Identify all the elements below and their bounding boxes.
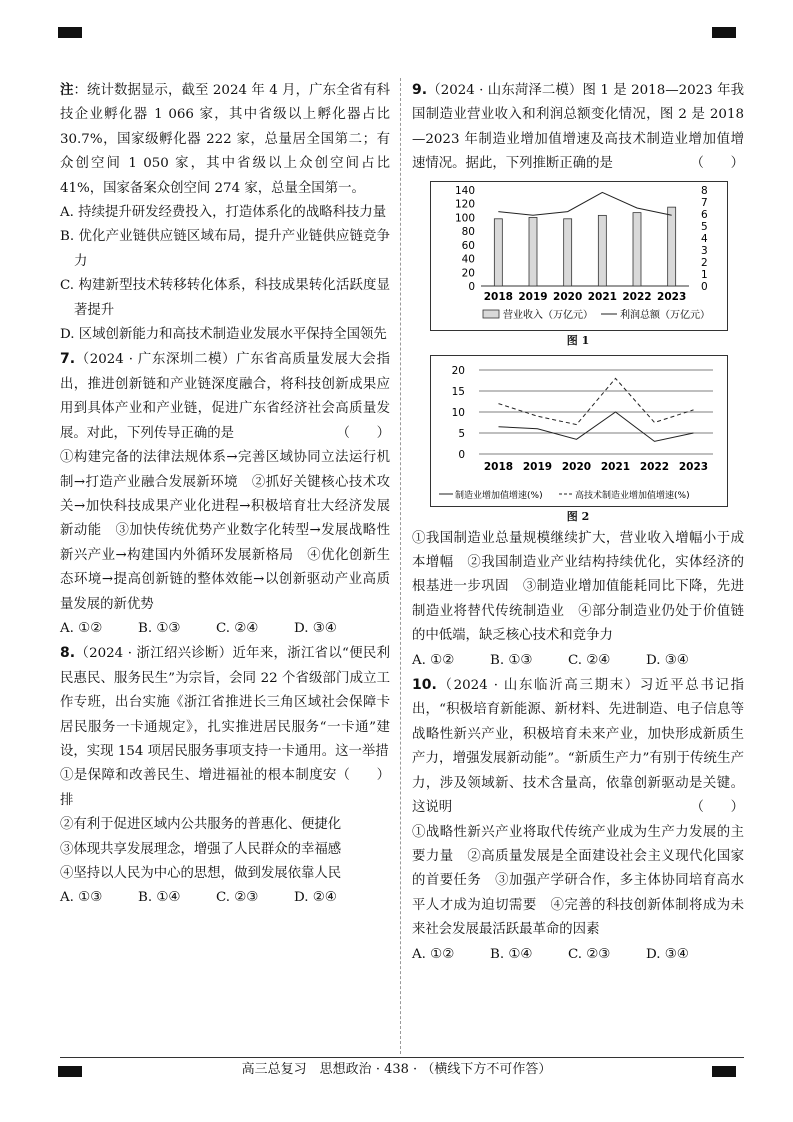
q9-choices: [412, 649, 744, 673]
q9-answer-blank: （ ）: [690, 156, 744, 172]
fig2-x-tick-label: 2021: [600, 460, 631, 473]
q7-choices: [60, 617, 390, 641]
fig1-x-tick-label: 2023: [657, 290, 687, 303]
fig1-x-tick-label: 2018: [483, 290, 513, 303]
q9-number: 9.: [412, 82, 428, 98]
q9-choice-b: B. ①③: [490, 652, 533, 668]
fig1-legend-line-label: 利润总额（万亿元）: [620, 309, 710, 321]
figure-2-caption: 图 2: [566, 509, 590, 523]
fig1-left-tick-label: 60: [461, 239, 475, 252]
note-option-c: C. 构建新型技术转移转化体系，科技成果转化活跃度显著提升: [60, 278, 390, 318]
footer-subject: 高三总复习 思想政治: [241, 1062, 372, 1077]
q10-body: ①战略性新兴产业将取代传统产业成为生产力发展的主要力量 ②高质量发展是全面建设社会主义现代化国家的首要任务 ③加强产学研合作，多主体协同培育高水平人才成为迫切需要 ④完善的科技创新体制将成为未来社会发展最活跃最革命的因素: [412, 824, 744, 938]
q9-stem: [412, 78, 744, 177]
fig2-legend-dashed-label: 高技术制造业增加值增速(%): [575, 490, 690, 501]
figure-2-svg: [431, 356, 727, 506]
fig1-x-tick-label: 2019: [518, 290, 548, 303]
fig1-bar: [564, 218, 572, 285]
fig1-left-tick-label: 120: [454, 198, 475, 211]
figure-2-chart: [430, 355, 728, 507]
fig1-left-tick-label: 80: [461, 225, 475, 238]
q10-choices: [412, 943, 744, 967]
q8-stem: [60, 641, 390, 784]
fig1-left-tick-label: 0: [468, 280, 475, 293]
q8-text: （2024 · 浙江绍兴诊断）近年来，浙江省以“便民利民惠民、服务民生”为宗旨，会同 22 个省级部门成立工作专班，出台实施《浙江省推进长三角区域社会保障卡居民服务一卡通规定》，扎实推进居民服务“一卡通”建设，实现 154 项居民服务事项支持一卡通用。这一举措: [60, 646, 390, 759]
q10-choice-a: A. ①②: [412, 946, 455, 962]
q7-body: ①构建完备的法律法规体系→完善区域协同立法运行机制→打造产业融合发展新环境 ②抓好关键核心技术攻关→加快科技成果产业化进程→积极培育壮大经济发展新动能 ③加快传统优势产业数字化转型→发展战略性新兴产业→构建国内外循环发展新格局 ④优化创新生态环境→提高创新链的整体效能→以创新驱动产业高质量发展的新优势: [60, 450, 390, 612]
fig1-bar: [494, 218, 502, 285]
q8-choices: [60, 886, 390, 910]
fig1-right-tick-label: 2: [701, 256, 708, 269]
q8-choice-a: A. ①③: [60, 890, 103, 906]
fig2-x-tick-label: 2023: [678, 460, 709, 473]
fig2-x-tick-label: 2020: [561, 460, 592, 473]
fig1-profit-line: [498, 192, 671, 215]
q9-choice-c: C. ②④: [568, 652, 611, 668]
fig1-left-tick-label: 40: [461, 253, 475, 266]
registration-mark-top-left: [58, 27, 82, 38]
footer-rule: [60, 1057, 744, 1058]
fig1-right-tick-label: 8: [701, 184, 708, 197]
q8-item-4: ④坚持以人民为中心的思想，做到发展依靠人民: [60, 866, 342, 881]
q8-item-2: ②有利于促进区域内公共服务的普惠化、便捷化: [60, 817, 342, 833]
q8-choice-b: B. ①④: [138, 890, 181, 906]
fig1-bar: [598, 215, 606, 286]
left-column: [60, 78, 390, 911]
right-column: [412, 78, 744, 967]
note-label: 注: [60, 82, 74, 98]
q10-choice-c: C. ②③: [568, 946, 611, 962]
fig1-right-tick-label: 7: [701, 196, 708, 209]
fig1-right-tick-label: 4: [701, 232, 708, 245]
q10-choice-d: D. ③④: [646, 946, 689, 962]
fig2-y-tick-label: 5: [458, 427, 465, 440]
fig2-y-tick-label: 15: [451, 385, 465, 398]
q7-answer-blank: （ ）: [336, 425, 390, 441]
footer-note: （横线下方不可作答）: [421, 1062, 552, 1077]
q7-choice-d: D. ③④: [294, 620, 337, 636]
fig1-x-tick-label: 2021: [587, 290, 617, 303]
fig1-legend-bar-label: 营业收入（万亿元）: [503, 309, 593, 321]
q8-answer-blank: （ ）: [336, 768, 390, 784]
fig1-left-tick-label: 20: [461, 266, 475, 279]
note-paragraph: [60, 78, 390, 201]
fig1-legend-bar-swatch: [483, 310, 499, 318]
fig2-legend-solid-label: 制造业增加值增速(%): [455, 490, 543, 501]
fig2-x-tick-label: 2022: [639, 460, 670, 473]
column-divider: [400, 78, 401, 1054]
page-footer: [0, 1060, 793, 1080]
q8-choice-d: D. ②④: [294, 890, 337, 906]
q8-number: 8.: [60, 645, 76, 662]
fig1-left-tick-label: 140: [454, 184, 475, 197]
fig1-right-tick-label: 0: [701, 280, 708, 293]
fig2-x-tick-label: 2019: [522, 460, 553, 473]
note-option-b: B. 优化产业链供应链区域布局，提升产业链供应链竞争力: [60, 229, 390, 269]
q8-item-1: ①是保障和改善民生、增进福祉的根本制度安排: [60, 768, 337, 808]
q9-choice-a: A. ①②: [412, 652, 455, 668]
fig2-y-tick-label: 10: [451, 406, 465, 419]
q7-text: （2024 · 广东深圳二模）广东省高质量发展大会指出，推进创新链和产业链深度融合，将科技创新成果应用到具体产业和产业链，促进广东省经济社会高质量发展。对此，下列传导正确的是: [60, 352, 390, 441]
fig2-x-tick-label: 2018: [483, 460, 514, 473]
note-option-d: D. 区域创新能力和高技术制造业发展水平保持全国领先: [60, 327, 387, 343]
q9-text: （2024 · 山东菏泽二模）图 1 是 2018—2023 年我国制造业营业收入和利润总额变化情况，图 2 是 2018—2023 年制造业增加值增速及高技术制造业增加值增速情况。据此，下列推断正确的是: [412, 83, 744, 172]
q9-choice-d: D. ③④: [646, 652, 689, 668]
fig1-right-tick-label: 6: [701, 208, 708, 221]
q10-choice-b: B. ①④: [490, 946, 533, 962]
q8-item-3: ③体现共享发展理念，增强了人民群众的幸福感: [60, 841, 342, 857]
fig1-x-tick-label: 2022: [622, 290, 652, 303]
fig1-left-tick-label: 100: [454, 212, 475, 225]
fig1-right-tick-label: 1: [701, 268, 708, 281]
q7-stem: [60, 347, 390, 446]
q7-choice-b: B. ①③: [138, 620, 181, 636]
fig1-bar: [529, 217, 537, 286]
figure-1-caption: 图 1: [566, 333, 590, 347]
fig1-bar: [633, 212, 641, 285]
fig2-y-tick-label: 20: [451, 364, 465, 377]
q7-choice-a: A. ①②: [60, 620, 103, 636]
footer-page-number: · 438 ·: [375, 1062, 418, 1077]
fig1-right-tick-label: 5: [701, 220, 708, 233]
fig2-hightech-line: [499, 378, 694, 424]
q10-number: 10.: [412, 677, 437, 694]
q10-text: （2024 · 山东临沂高三期末）习近平总书记指出，“积极培育新能源、新材料、先进制造、电子信息等战略性新兴产业，积极培育未来产业，加快形成新质生产力，增强发展新动能”。“新质生产力”有别于传统生产力，涉及领域新、技术含量高，依靠创新驱动是关键。这说明: [412, 678, 744, 816]
fig1-right-tick-label: 3: [701, 244, 708, 257]
registration-mark-top-right: [712, 27, 736, 38]
q7-number: 7.: [60, 351, 76, 368]
figure-1-svg: [431, 182, 727, 330]
fig1-bar: [668, 207, 676, 286]
fig2-y-tick-label: 0: [458, 448, 465, 461]
q10-stem: [412, 673, 744, 820]
fig2-manufacturing-line: [499, 412, 694, 441]
q8-choice-c: C. ②③: [216, 890, 259, 906]
q7-choice-c: C. ②④: [216, 620, 259, 636]
note-text: ：统计数据显示，截至 2024 年 4 月，广东全省有科技企业孵化器 1 066 家，其中省级以上孵化器占比 30.7%，国家级孵化器 222 家，总量居全国第二；有众创空间 1 050 家，其中省级以上众创空间占比 41%，国家备案众创空间 274 家，总量全国第一。: [60, 83, 391, 196]
fig1-x-tick-label: 2020: [553, 290, 583, 303]
q9-body: ①我国制造业总量规模继续扩大，营业收入增幅小于成本增幅 ②我国制造业产业结构持续优化，实体经济的根基进一步巩固 ③制造业增加值能耗同比下降，先进制造业将替代传统制造业 ④部分制造业仍处于价值链的中低端，缺乏核心技术和竞争力: [412, 530, 744, 644]
q10-answer-blank: （ ）: [690, 800, 744, 816]
figure-1-chart: [430, 181, 728, 331]
note-option-a: A. 持续提升研发经费投入，打造体系化的战略科技力量: [60, 205, 387, 221]
